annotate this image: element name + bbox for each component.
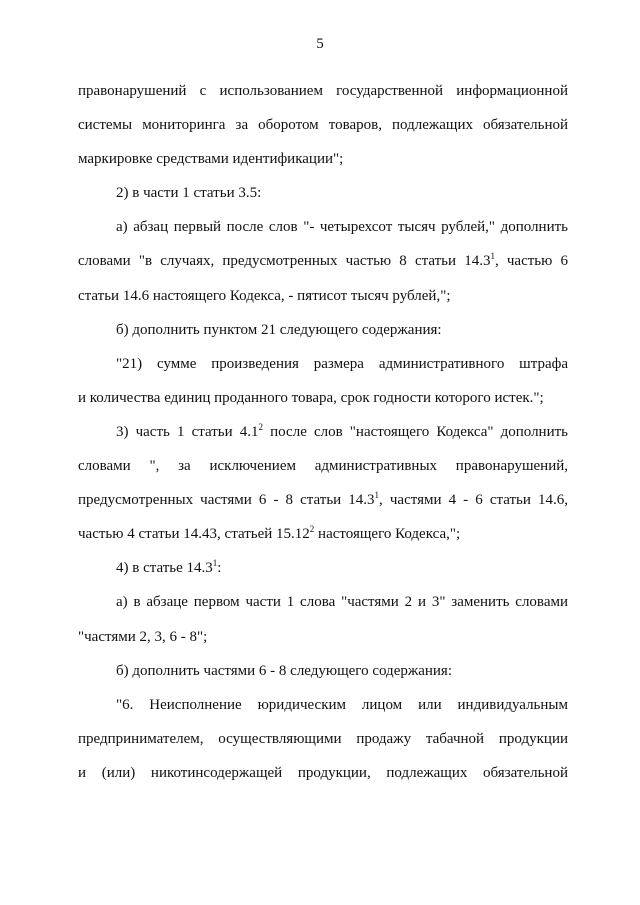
page-number: 5 xyxy=(316,36,324,52)
text-line xyxy=(78,142,568,176)
text-line xyxy=(78,176,568,210)
text-segment: и количества единиц проданного товара, срок годности которого истек."; xyxy=(78,389,544,406)
superscript: 2 xyxy=(309,524,315,535)
text-segment: 2) в части 1 статьи 3.5: xyxy=(116,185,262,202)
text-segment: : xyxy=(217,560,222,577)
text-segment: б) дополнить пунктом 21 следующего содержания: xyxy=(116,321,442,338)
text-segment: и (или) никотинсодержащей продукции, подлежащих обязательной xyxy=(78,764,568,781)
text-segment: частью 4 статьи 14.43, статьей 15.12 xyxy=(78,526,310,543)
text-segment: статьи 14.6 настоящего Кодекса, - пятисот тысяч рублей,"; xyxy=(78,287,451,304)
text-line xyxy=(78,620,568,654)
text-segment: "частями 2, 3, 6 - 8"; xyxy=(78,628,208,645)
text-line xyxy=(78,654,568,688)
text-segment: 3) часть 1 статьи 4.1 xyxy=(116,423,259,440)
text-line xyxy=(78,313,568,347)
text-line xyxy=(78,483,568,517)
superscript: 1 xyxy=(374,490,380,501)
text-segment: "21) сумме произведения размера административного штрафа xyxy=(116,355,568,372)
superscript: 2 xyxy=(258,421,264,432)
text-segment: настоящего Кодекса,"; xyxy=(314,526,461,543)
text-line xyxy=(78,688,568,722)
text-line xyxy=(78,551,568,585)
text-segment: словами "в случаях, предусмотренных частью 8 статьи 14.3 xyxy=(78,253,491,270)
document-body xyxy=(78,74,568,790)
text-line xyxy=(78,347,568,381)
text-line xyxy=(78,108,568,142)
text-segment: словами ", за исключением административных правонарушений, xyxy=(78,458,568,475)
text-segment: а) в абзаце первом части 1 слова "частями 2 и 3" заменить словами xyxy=(116,594,568,611)
text-segment: маркировке средствами идентификации"; xyxy=(78,151,344,168)
text-segment: правонарушений с использованием государственной информационной xyxy=(78,83,568,99)
text-line xyxy=(78,74,568,108)
text-line xyxy=(78,517,568,551)
text-line xyxy=(78,585,568,619)
text-segment: системы мониторинга за оборотом товаров, подлежащих обязательной xyxy=(78,117,568,134)
text-line xyxy=(78,449,568,483)
text-segment: "6. Неисполнение юридическим лицом или индивидуальным xyxy=(116,696,568,713)
text-segment: а) абзац первый после слов "- четырехсот тысяч рублей," дополнить xyxy=(116,219,568,236)
text-segment: предпринимателем, осуществляющими продажу табачной продукции xyxy=(78,730,568,747)
text-line xyxy=(78,756,568,790)
text-line xyxy=(78,415,568,449)
text-segment: , частями 4 - 6 статьи 14.6, xyxy=(379,492,568,509)
superscript: 1 xyxy=(212,558,218,569)
text-line xyxy=(78,722,568,756)
text-line xyxy=(78,381,568,415)
text-segment: после слов "настоящего Кодекса" дополнить xyxy=(263,423,569,440)
text-segment: , частью 6 xyxy=(494,253,568,270)
text-line xyxy=(78,279,568,313)
text-segment: б) дополнить частями 6 - 8 следующего содержания: xyxy=(116,662,452,679)
superscript: 1 xyxy=(490,251,495,262)
text-segment: предусмотренных частями 6 - 8 статьи 14.3 xyxy=(78,492,375,509)
text-line xyxy=(78,244,568,278)
text-line xyxy=(78,210,568,244)
text-segment: 4) в статье 14.3 xyxy=(116,560,213,577)
